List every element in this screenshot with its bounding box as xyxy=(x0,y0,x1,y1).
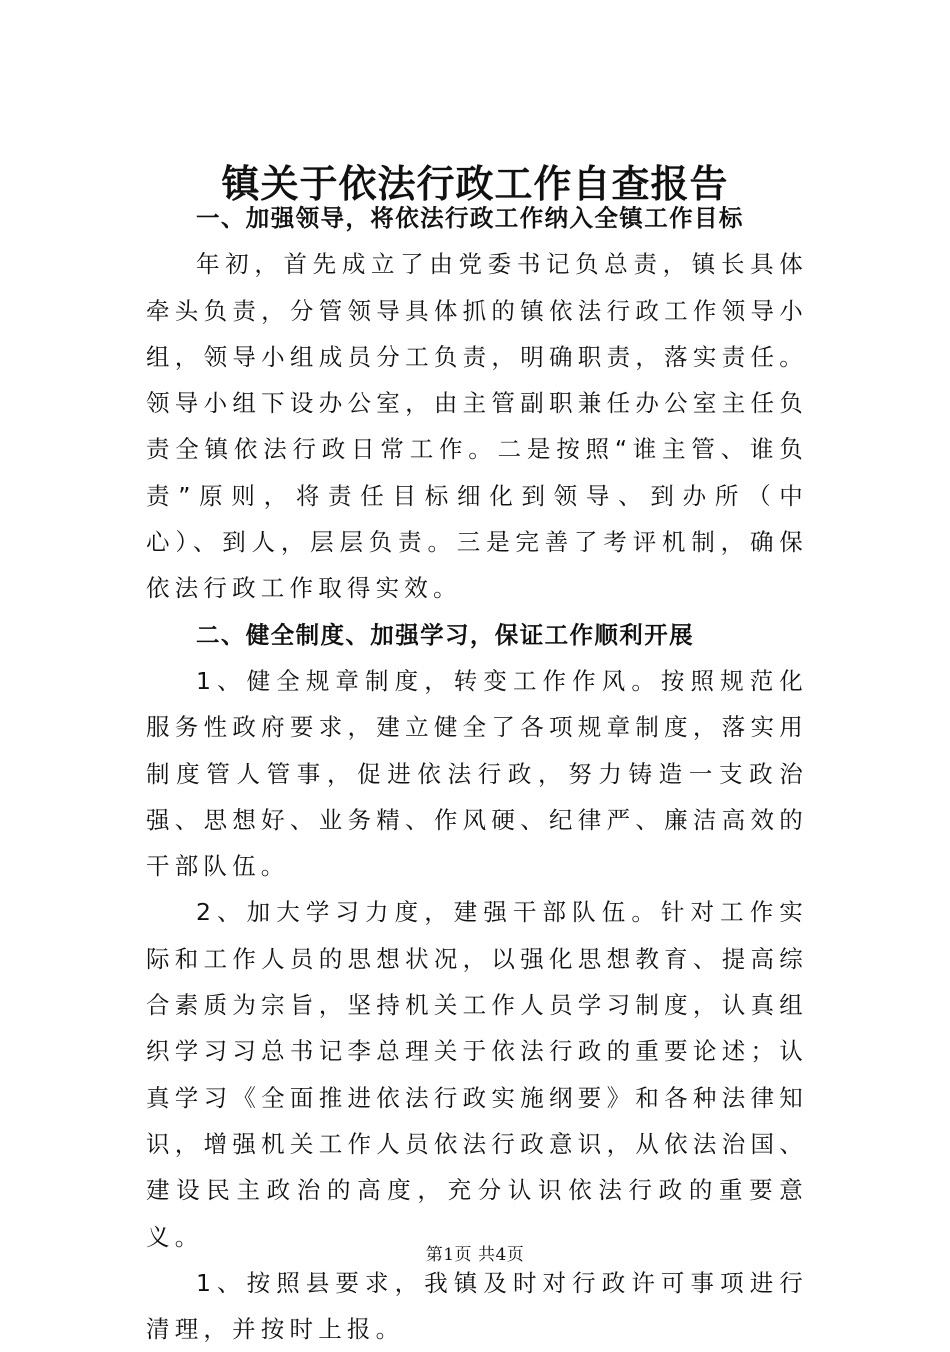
section-2-heading: 二、健全制度、加强学习，保证工作顺利开展 xyxy=(196,620,694,649)
document-body xyxy=(146,195,808,1352)
section-2-paragraph-3: 1、按照县要求，我镇及时对行政许可事项进行清理，并按时上报。 xyxy=(146,1268,808,1344)
section-1-paragraph-1: 年初，首先成立了由党委书记负总责，镇长具体牵头负责，分管领导具体抓的镇依法行政工作领导小组，领导小组成员分工负责，明确职责，落实责任。领导小组下设办公室，由主管副职兼任办公室主任负责全镇依法行政日常工作。二是按照“谁主管、谁负责”原则，将责任目标细化到领导、到办所（中心）、到人，层层负责。三是完善了考评机制，确保依法行政工作取得实效。 xyxy=(146,250,808,603)
section-2-paragraph-1: 1、健全规章制度，转变工作作风。按照规范化服务性政府要求，建立健全了各项规章制度，落实用制度管人管事，促进依法行政，努力铸造一支政治强、思想好、业务精、作风硬、纪律严、廉洁高效的干部队伍。 xyxy=(146,666,808,881)
section-2-paragraph-2: 2、加大学习力度，建强干部队伍。针对工作实际和工作人员的思想状况，以强化思想教育、提高综合素质为宗旨，坚持机关工作人员学习制度，认真组织学习习总书记李总理关于依法行政的重要论述；认真学习《全面推进依法行政实施纲要》和各种法律知识，增强机关工作人员依法行政意识，从依法治国、建设民主政治的高度，充分认识依法行政的重要意义。 xyxy=(146,898,808,1251)
document-title: 镇关于依法行政工作自查报告 xyxy=(221,161,729,207)
section-1-heading: 一、加强领导，将依法行政工作纳入全镇工作目标 xyxy=(196,204,744,232)
page-number-footer: 第1页 共4页 xyxy=(425,1245,525,1265)
